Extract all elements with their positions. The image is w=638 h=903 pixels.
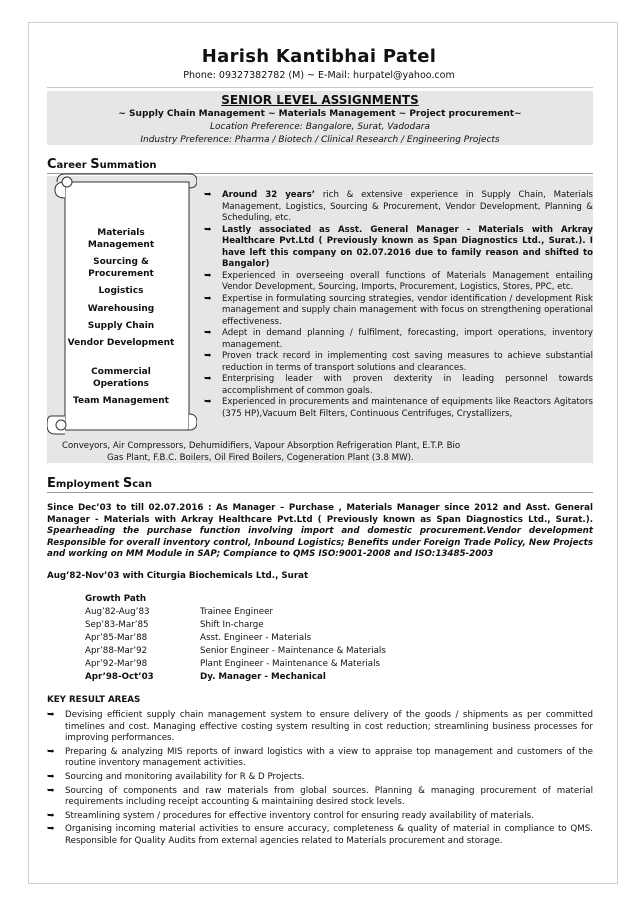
arrow-bullet-icon: ➥	[47, 785, 55, 796]
skill-vendor-development: Vendor Development	[67, 338, 175, 348]
arrow-bullet-icon: ➥	[47, 710, 55, 720]
table-row: Apr’92-Mar’98 Plant Engineer - Maintenance & Materials	[85, 659, 381, 669]
list-item: ➥ Lastly associated as Asst. General Manager - Materials with Arkray Healthcare Pvt.Ltd ( Previously known as Span Diagnostics Ltd., Surat.). I have left this company on 02.07.2016 due to family reason and shifted to Bangalor)	[204, 224, 593, 269]
employment-scan-heading: Employment Scan	[47, 476, 153, 491]
list-item: ➥ Streamlining system / procedures for effective inventory control for ensuring ready availability of materials.	[47, 810, 534, 821]
previous-employer: Aug’82-Nov’03 with Citurgia Biochemicals Ltd., Surat	[47, 571, 309, 581]
arrow-bullet-icon: ➥	[204, 224, 212, 235]
growth-path-table	[85, 606, 485, 684]
table-row: Apr’88-Mar’92 Senior Engineer - Maintenance & Materials	[85, 646, 386, 656]
arrow-bullet-icon: ➥	[47, 746, 55, 757]
skill-supply-chain: Supply Chain	[87, 321, 155, 331]
arrow-bullet-icon: ➥	[204, 270, 212, 281]
table-row: Sep’83-Mar’85 Shift In-charge	[85, 620, 264, 630]
industry-preference: Industry Preference: Pharma / Biotech / Clinical Research / Engineering Projects	[140, 135, 500, 145]
list-item: ➥ Preparing & analyzing MIS reports of inward logistics with a view to appraise top management and customers of the routine inventory management activities.	[47, 746, 593, 769]
list-item: ➥ Proven track record in implementing cost saving measures to achieve substantial reduction in terms of transport solutions and clearances.	[204, 351, 593, 373]
arrow-bullet-icon: ➥	[204, 190, 212, 200]
banner-subtitle: ~ Supply Chain Management ~ Materials Management ~ Project procurement~	[118, 109, 522, 119]
employment-heading-rule	[47, 492, 593, 493]
arrow-bullet-icon: ➥	[204, 374, 212, 384]
arrow-bullet-icon: ➥	[204, 293, 212, 304]
skill-materials-management: Materials Management	[87, 228, 155, 250]
location-preference: Location Preference: Bangalore, Surat, Vadodara	[209, 122, 430, 132]
skill-commercial-operations: Commercial Operations	[91, 367, 151, 389]
skill-logistics: Logistics	[98, 286, 144, 296]
list-item: ➥ Adept in demand planning / fulfilment, forecasting, import operations, inventory management.	[204, 328, 593, 350]
kra-list	[47, 710, 593, 848]
list-item: ➥ Devising efficient supply chain management system to ensure delivery of the goods / shipments as per committed timelines and cost. Managing effective costing system resulting in cost reduction; streamlining business processes for improving performances.	[47, 710, 593, 744]
list-item: ➥ Expertise in formulating sourcing strategies, vendor identification / development Risk management and supply chain management with focus on strengthening operational effectiveness.	[204, 293, 593, 327]
table-row: Apr’85-Mar’88 Asst. Engineer - Materials	[85, 633, 312, 643]
growth-path-title: Growth Path	[85, 594, 147, 604]
key-result-areas-title: KEY RESULT AREAS	[47, 695, 141, 705]
list-item: ➥ Around 32 years’ rich & extensive experience in Supply Chain, Materials Management, Logistics, Sourcing & Procurement, Vendor Development, Planning & Scheduling, etc.	[204, 190, 593, 223]
skill-warehousing: Warehousing	[87, 304, 155, 314]
skill-sourcing-procurement: Sourcing & Procurement	[88, 257, 154, 279]
skill-team-management: Team Management	[73, 396, 169, 406]
arrow-bullet-icon: ➥	[47, 771, 55, 782]
list-item: ➥ Organising incoming material activities to ensure accuracy, completeness & quality of material in compliance to QMS. Responsible for Quality Audits from external agencies related to Materials procurement and storage.	[47, 824, 593, 846]
equipment-continuation-1: Conveyors, Air Compressors, Dehumidifiers, Vapour Absorption Refrigeration Plant, E.T.P. Bio	[62, 441, 461, 451]
banner-title: SENIOR LEVEL ASSIGNMENTS	[221, 93, 419, 107]
current-role-paragraph: Since Dec’03 to till 02.07.2016 : As Manager – Purchase , Materials Manager since 2012 and Asst. General Manager - Materials with Arkray Healthcare Pvt.Ltd ( Previously known as Span Diagnostics Ltd., Surat.). Spearheading the purchase function involving import and domestic procurement.Vendor development Responsible for overall inventory control, Inbound Logistics; Benefits under Foreign Trade Policy, New Projects and working on MM Module in SAP; Compiance to QMS ISO:9001-2008 and ISO:13485-2003	[47, 503, 593, 560]
table-row: Aug’82-Aug’83 Trainee Engineer	[85, 607, 273, 617]
candidate-name: Harish Kantibhai Patel	[201, 46, 437, 67]
career-bullets	[204, 190, 593, 420]
career-summation-heading: Career Summation	[47, 157, 157, 172]
header-divider	[47, 87, 593, 88]
list-item: ➥ Sourcing of components and raw materials from global sources. Planning & managing procurement of material requirements including receipt accounting & maintaining desired stock levels.	[47, 785, 593, 808]
arrow-bullet-icon: ➥	[204, 351, 212, 361]
arrow-bullet-icon: ➥	[47, 824, 55, 835]
list-item: ➥ Experienced in procurements and maintenance of equipments like Reactors Agitators (375 HP),Vacuum Belt Filters, Continuous Centrifuges, Crystallizers,	[204, 397, 593, 419]
list-item: ➥ Enterprising leader with proven dexterity in leading personnel towards accomplishment of common goals.	[204, 374, 593, 396]
arrow-bullet-icon: ➥	[204, 397, 212, 407]
equipment-continuation-2: Gas Plant, F.B.C. Boilers, Oil Fired Boilers, Cogeneration Plant (3.8 MW).	[107, 453, 414, 463]
table-row: Apr’98-Oct’03 Dy. Manager - Mechanical	[85, 672, 326, 682]
contact-line: Phone: 09327382782 (M) ~ E-Mail: hurpatel@yahoo.com	[183, 70, 455, 81]
arrow-bullet-icon: ➥	[47, 810, 55, 821]
list-item: ➥ Sourcing and monitoring availability for R & D Projects.	[47, 771, 305, 782]
arrow-bullet-icon: ➥	[204, 328, 212, 338]
list-item: ➥ Experienced in overseeing overall functions of Materials Management entailing Vendor Development, Sourcing, Imports, Procurement, Logistics, Stores, PPC, etc.	[204, 270, 593, 292]
